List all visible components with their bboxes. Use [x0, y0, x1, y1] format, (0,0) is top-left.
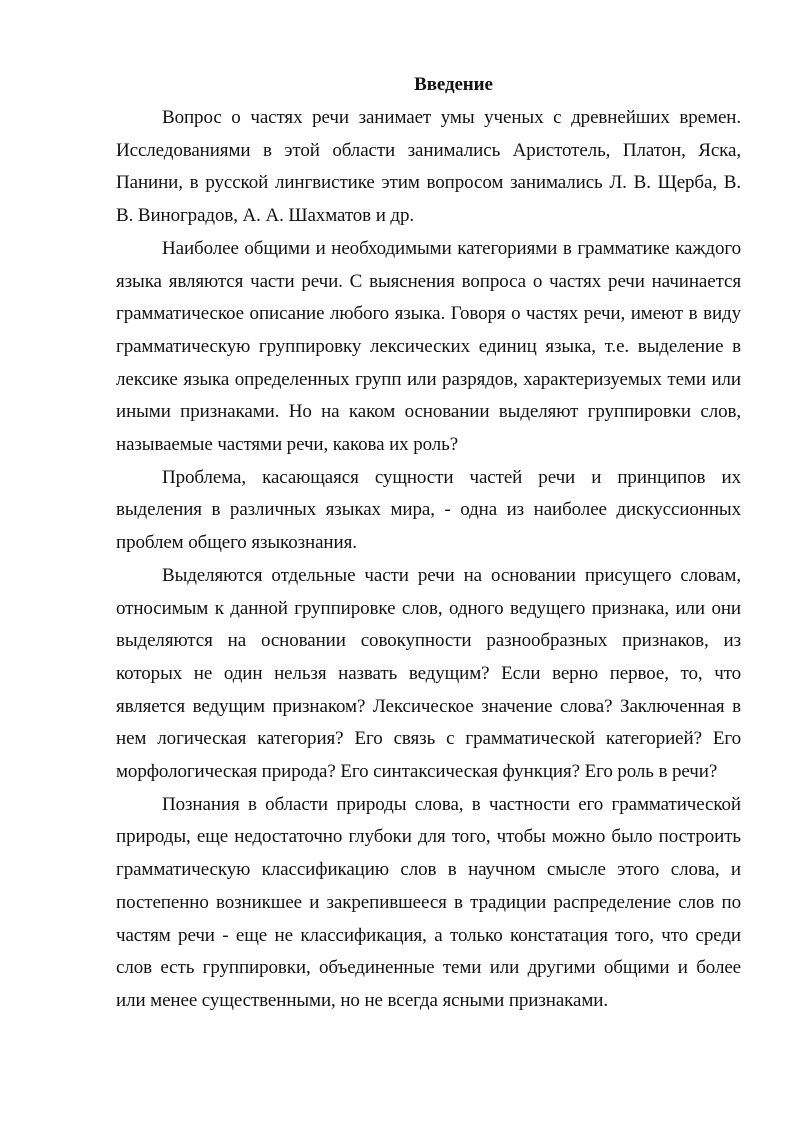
paragraph-5: Познания в области природы слова, в частности его грамматической природы, еще недостаточно глубоки для того, чтобы можно было построить грамматическую классификацию слов в научном смысле этого слова, и постепенно возникшее и закрепившееся в традиции распределение слов по частям речи - еще не классификация, а только констатация того, что среди слов есть группировки, объединенные теми или другими общими и более или менее существенными, но не всегда ясными признаками. [116, 793, 741, 1011]
paragraph-2: Наиболее общими и необходимыми категориями в грамматике каждого языка являются части речи. С выяснения вопроса о частях речи начинается грамматическое описание любого языка. Говоря о частях речи, имеют в виду грамматическую группировку лексических единиц языка, т.е. выделение в лексике языка определенных групп или разрядов, характеризуемых теми или иными признаками. Но на каком основании выделяют группировки слов, называемые частями речи, какова их роль? [116, 237, 741, 456]
paragraph-3: Проблема, касающаяся сущности частей речи и принципов их выделения в различных языках мира, - одна из наиболее дискуссионных проблем общего языкознания. [116, 466, 741, 554]
document-body [116, 68, 741, 1018]
paragraph-4: Выделяются отдельные части речи на основании присущего словам, относимым к данной группировке слов, одного ведущего признака, или они выделяются на основании совокупности разнообразных признаков, из которых не один нельзя назвать ведущим? Если верно первое, то, что является ведущим признаком? Лексическое значение слова? Заключенная в нем логическая категория? Его связь с грамматической категорией? Его морфологическая природа? Его синтаксическая функция? Его роль в речи? [116, 564, 741, 783]
page-title: Введение [414, 74, 493, 95]
paragraph-1: Вопрос о частях речи занимает умы ученых с древнейших времен. Исследованиями в этой области занимались Аристотель, Платон, Яска, Панини, в русской лингвистике этим вопросом занимались Л. В. Щерба, В. В. Виноградов, А. А. Шахматов и др. [116, 107, 741, 227]
